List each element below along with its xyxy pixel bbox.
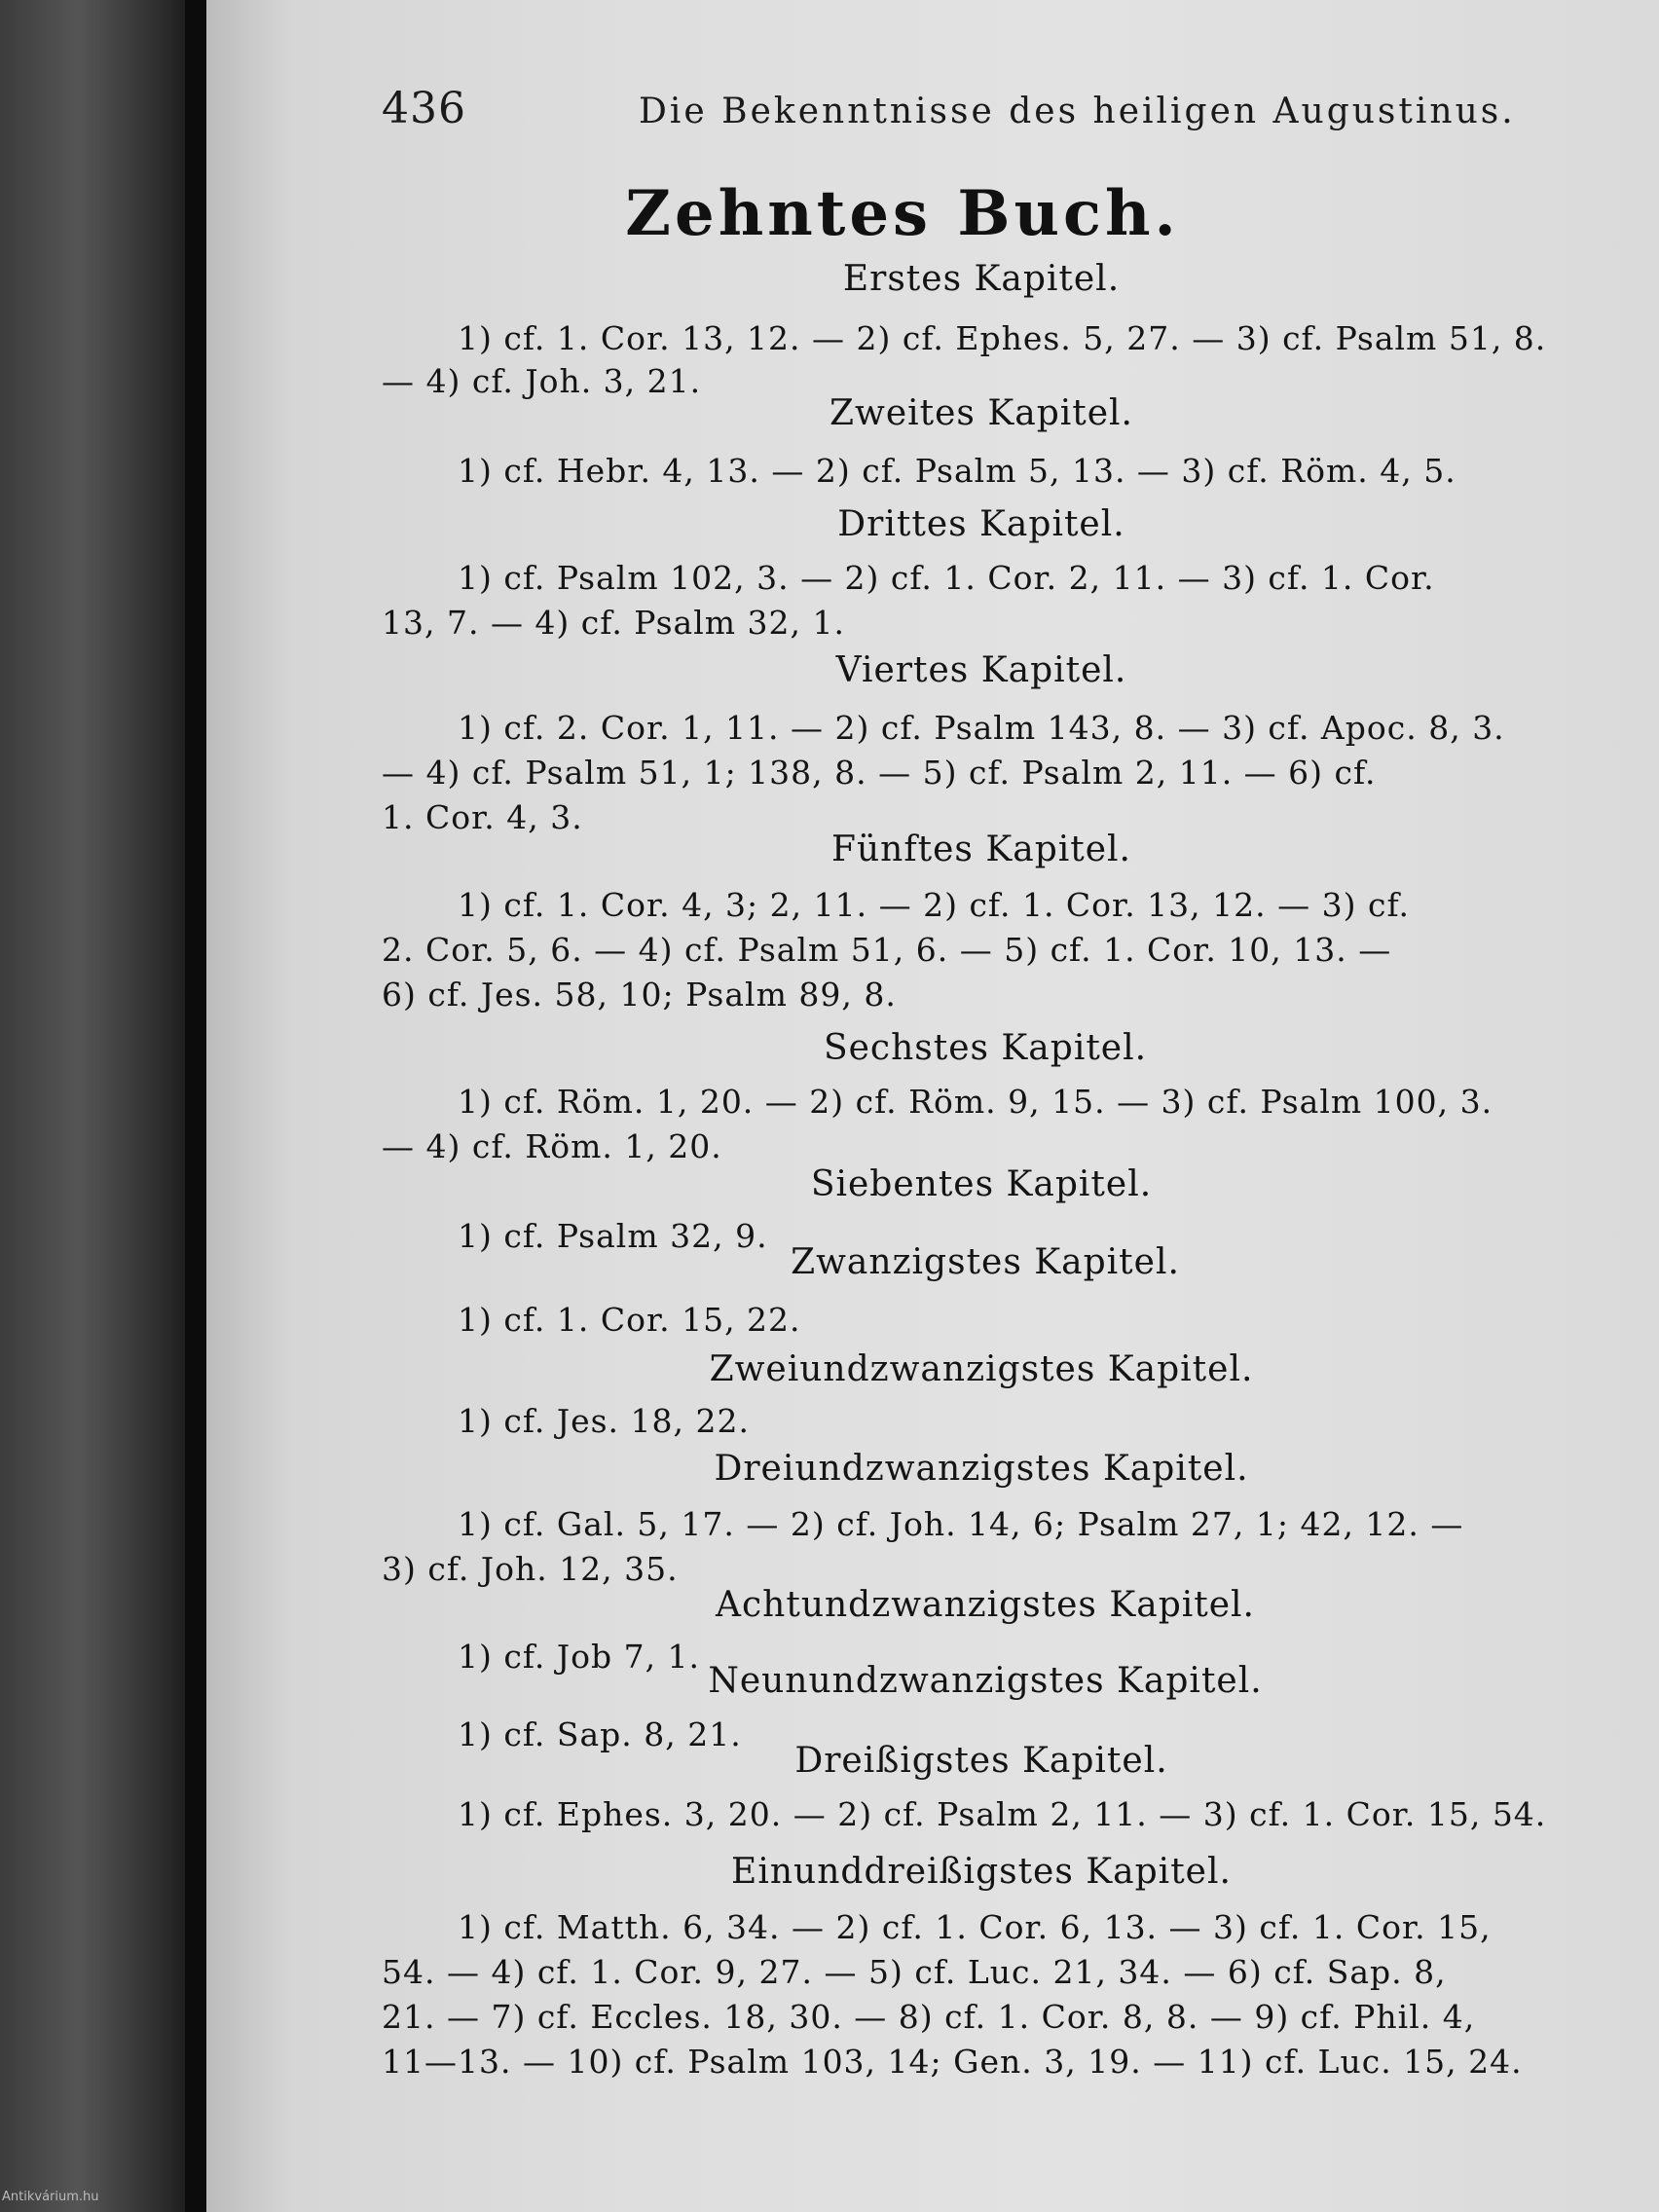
chapter-heading: Einunddreißigstes Kapitel. bbox=[731, 1852, 1232, 1892]
book-spine-shadow bbox=[0, 0, 195, 2212]
reference-line: 1) cf. Ephes. 3, 20. — 2) cf. Psalm 2, 11. — 3) cf. 1. Cor. 15, 54. bbox=[458, 1795, 1547, 1833]
reference-line: 6) cf. Jes. 58, 10; Psalm 89, 8. bbox=[382, 976, 897, 1014]
chapter-heading: Erstes Kapitel. bbox=[842, 259, 1121, 299]
chapter-heading: Fünftes Kapitel. bbox=[830, 830, 1131, 869]
reference-line: 54. — 4) cf. 1. Cor. 9, 27. — 5) cf. Luc. 21, 34. — 6) cf. Sap. 8, bbox=[382, 1953, 1447, 1991]
reference-line: 1) cf. 1. Cor. 4, 3; 2, 11. — 2) cf. 1. Cor. 13, 12. — 3) cf. bbox=[458, 886, 1410, 924]
reference-line: 13, 7. — 4) cf. Psalm 32, 1. bbox=[382, 604, 846, 642]
reference-line: 1. Cor. 4, 3. bbox=[382, 798, 583, 836]
reference-line: 1) cf. 1. Cor. 13, 12. — 2) cf. Ephes. 5, 27. — 3) cf. Psalm 51, 8. bbox=[458, 319, 1547, 357]
reference-line: 2. Cor. 5, 6. — 4) cf. Psalm 51, 6. — 5) cf. 1. Cor. 10, 13. — bbox=[382, 931, 1392, 969]
chapter-heading: Zweiundzwanzigstes Kapitel. bbox=[709, 1349, 1254, 1389]
reference-line: 3) cf. Joh. 12, 35. bbox=[382, 1550, 679, 1588]
reference-line: — 4) cf. Röm. 1, 20. bbox=[382, 1127, 722, 1165]
reference-line: 1) cf. 2. Cor. 1, 11. — 2) cf. Psalm 143, 8. — 3) cf. Apoc. 8, 3. bbox=[458, 709, 1505, 747]
chapter-heading: Sechstes Kapitel. bbox=[823, 1028, 1148, 1068]
chapter-heading: Zweites Kapitel. bbox=[830, 393, 1133, 433]
reference-line: — 4) cf. Joh. 3, 21. bbox=[382, 362, 702, 400]
book-page bbox=[2, 0, 1659, 2212]
watermark: Antikvárium.hu bbox=[2, 2190, 99, 2204]
running-head: Die Bekenntnisse des heiligen Augustinus. bbox=[639, 92, 1516, 131]
chapter-heading: Dreißigstes Kapitel. bbox=[794, 1741, 1168, 1781]
reference-line: 21. — 7) cf. Eccles. 18, 30. — 8) cf. 1. Cor. 8, 8. — 9) cf. Phil. 4, bbox=[382, 1998, 1476, 2036]
chapter-heading: Drittes Kapitel. bbox=[837, 504, 1125, 544]
reference-line: 1) cf. Gal. 5, 17. — 2) cf. Joh. 14, 6; Psalm 27, 1; 42, 12. — bbox=[458, 1505, 1464, 1543]
page-number: 436 bbox=[382, 84, 466, 133]
chapter-heading: Dreiundzwanzigstes Kapitel. bbox=[714, 1449, 1249, 1489]
reference-line: 1) cf. Sap. 8, 21. bbox=[458, 1715, 742, 1753]
reference-line: 1) cf. Hebr. 4, 13. — 2) cf. Psalm 5, 13. — 3) cf. Röm. 4, 5. bbox=[458, 452, 1456, 490]
reference-line: 1) cf. Psalm 32, 9. bbox=[458, 1217, 768, 1255]
chapter-heading: Neunundzwanzigstes Kapitel. bbox=[708, 1661, 1263, 1701]
reference-line: 1) cf. Matth. 6, 34. — 2) cf. 1. Cor. 6, 13. — 3) cf. 1. Cor. 15, bbox=[458, 1908, 1492, 1946]
chapter-heading: Viertes Kapitel. bbox=[835, 650, 1127, 690]
reference-line: 11—13. — 10) cf. Psalm 103, 14; Gen. 3, 19. — 11) cf. Luc. 15, 24. bbox=[382, 2043, 1523, 2081]
book-title: Zehntes Buch. bbox=[625, 177, 1180, 250]
reference-line: 1) cf. Psalm 102, 3. — 2) cf. 1. Cor. 2, 11. — 3) cf. 1. Cor. bbox=[458, 559, 1435, 597]
chapter-heading: Zwanzigstes Kapitel. bbox=[791, 1242, 1180, 1282]
reference-line: 1) cf. 1. Cor. 15, 22. bbox=[458, 1301, 801, 1339]
chapter-heading: Achtundzwanzigstes Kapitel. bbox=[716, 1585, 1255, 1625]
book-gutter bbox=[185, 0, 208, 2212]
reference-line: 1) cf. Job 7, 1. bbox=[458, 1638, 701, 1676]
chapter-heading: Siebentes Kapitel. bbox=[810, 1164, 1153, 1204]
reference-line: 1) cf. Röm. 1, 20. — 2) cf. Röm. 9, 15. — 3) cf. Psalm 100, 3. bbox=[458, 1083, 1493, 1121]
reference-line: 1) cf. Jes. 18, 22. bbox=[458, 1402, 750, 1440]
reference-line: — 4) cf. Psalm 51, 1; 138, 8. — 5) cf. Psalm 2, 11. — 6) cf. bbox=[382, 754, 1377, 792]
